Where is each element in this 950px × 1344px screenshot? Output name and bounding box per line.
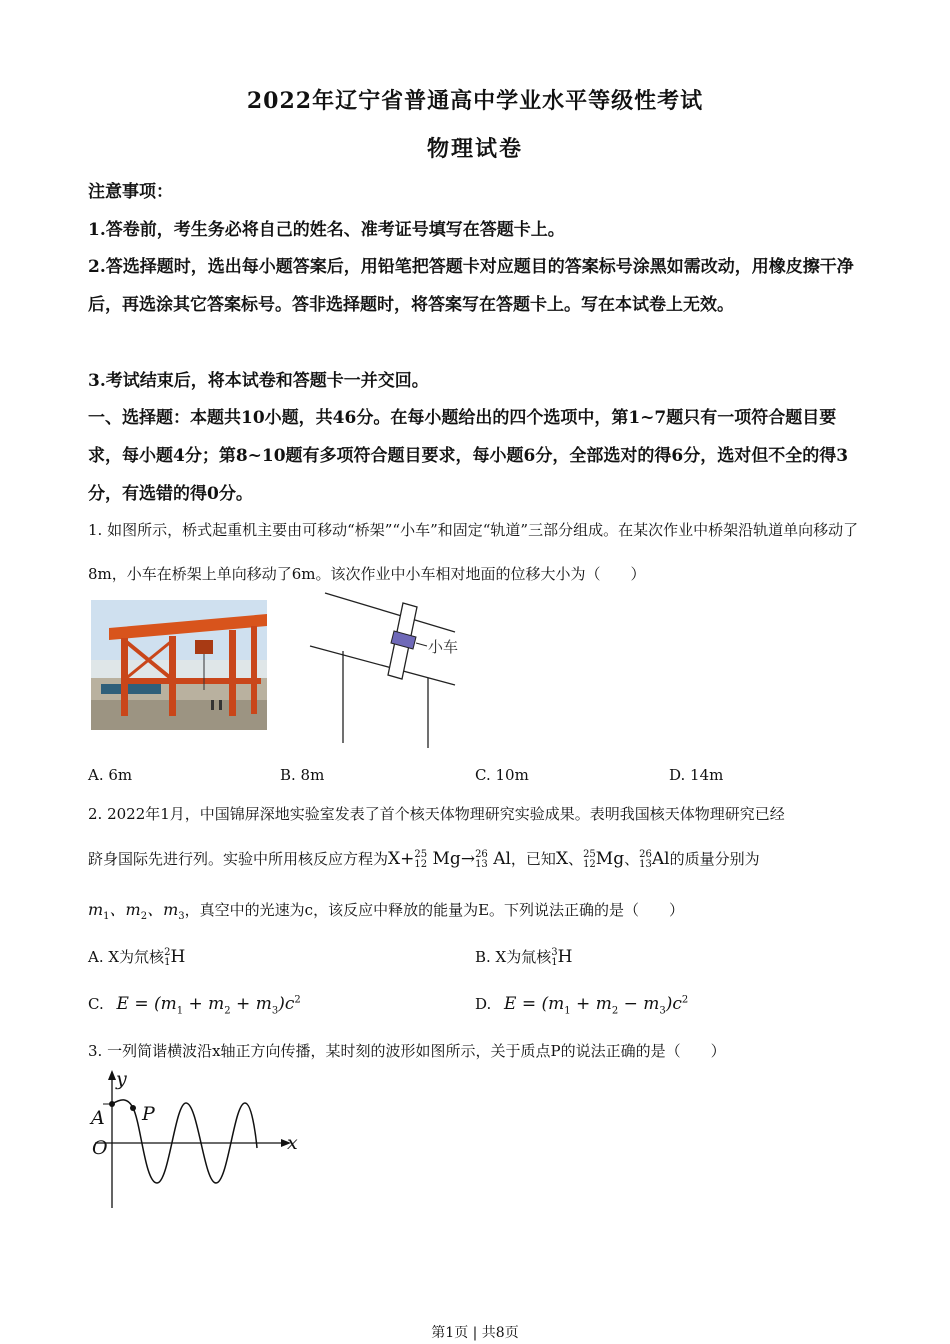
page-footer: 第1页 | 共8页 — [431, 1325, 519, 1341]
q2-al-symbol: Al — [651, 849, 670, 869]
q2-x-symbol: X — [555, 849, 569, 869]
q3-text: 3. 一列简谐横波沿x轴正方向传播，某时刻的波形如图所示，关于质点P的说法正确的是（ ） — [88, 1042, 726, 1060]
q2-line-2c: 的质量分别为 — [669, 850, 760, 868]
wave-point-p-label: P — [142, 1103, 155, 1125]
notice-item-1: 1.答卷前，考生务必将自己的姓名、准考证号填写在答题卡上。 — [88, 220, 565, 240]
q2-option-b: B. X为氚核3 1H — [475, 947, 573, 968]
q1-text: 1. 如图所示，桥式起重机主要由可移动“桥架”“小车”和固定“轨道”三部分组成。在某次作业中桥架沿轨道单向移动了8m，小车在桥架上单向移动了6m。该次作业中小车相对地面的位移大小为（ ） — [88, 521, 859, 583]
q1-option-d: D. 14m — [669, 766, 724, 784]
notice-heading: 注意事项： — [88, 182, 173, 202]
q1-option-c: C. 10m — [475, 766, 529, 784]
q2-line-2a: 跻身国际先进行列。实验中所用核反应方程为 — [88, 850, 389, 868]
q2-option-a: A. X为氘核2 1H — [88, 947, 186, 968]
crane-diagram — [305, 588, 475, 753]
wave-x-label: x — [287, 1132, 298, 1154]
q2-equation: X+25 12 Mg→26 13 Al — [388, 848, 511, 870]
crane-photo — [91, 600, 267, 730]
notice-item-3: 3.考试结束后，将本试卷和答题卡一并交回。 — [88, 371, 429, 391]
q2-line-3: $m_1$、$m_2$、$m_3$，真空中的光速为c，该反应中释放的能量为E。下列说法正确的是（ ） — [88, 900, 685, 923]
wave-origin-label: O — [92, 1137, 108, 1159]
wave-amplitude-label: A — [91, 1107, 105, 1129]
q2-mg-symbol: Mg — [595, 849, 625, 869]
q2-line-2: 跻身国际先进行列。实验中所用核反应方程为X+25 12 Mg→26 13 Al，已知X、25 12Mg、26 13Al的质量分别为 — [88, 848, 760, 870]
notice-item-2: 2.答选择题时，选出每小题答案后，用铅笔把答题卡对应题目的答案标号涂黑如需改动，用橡皮擦干净后，再选涂其它答案标号。答非选择题时，将答案写在答题卡上。写在本试卷上无效。 — [88, 257, 854, 315]
wave-y-label: y — [116, 1068, 127, 1090]
cart-label: 小车 — [428, 638, 459, 656]
q2-line-1: 2. 2022年1月，中国锦屏深地实验室发表了首个核天体物理研究实验成果。表明我国核天体物理研究已经 — [88, 805, 785, 823]
section-heading: 一、选择题：本题共10小题，共46分。在每小题给出的四个选项中，第1~7题只有一项符合题目要求，每小题4分；第8~10题有多项符合题目要求，每小题6分，全部选对的得6分，选对但不全的得3分，有选错的得0分。 — [88, 408, 849, 504]
q2-line-2b: ，已知 — [510, 850, 556, 868]
exam-title: 2022年辽宁省普通高中学业水平等级性考试 — [246, 88, 704, 114]
q2-option-d: D. $E = (m_1 + m_2 - m_3)c^2$ — [475, 994, 689, 1017]
exam-subtitle: 物理试卷 — [426, 136, 523, 162]
q1-option-a: A. 6m — [88, 766, 133, 784]
q2-option-c: C. $E = (m_1 + m_2 + m_3)c^2$ — [88, 994, 301, 1017]
q1-option-b: B. 8m — [280, 766, 325, 784]
